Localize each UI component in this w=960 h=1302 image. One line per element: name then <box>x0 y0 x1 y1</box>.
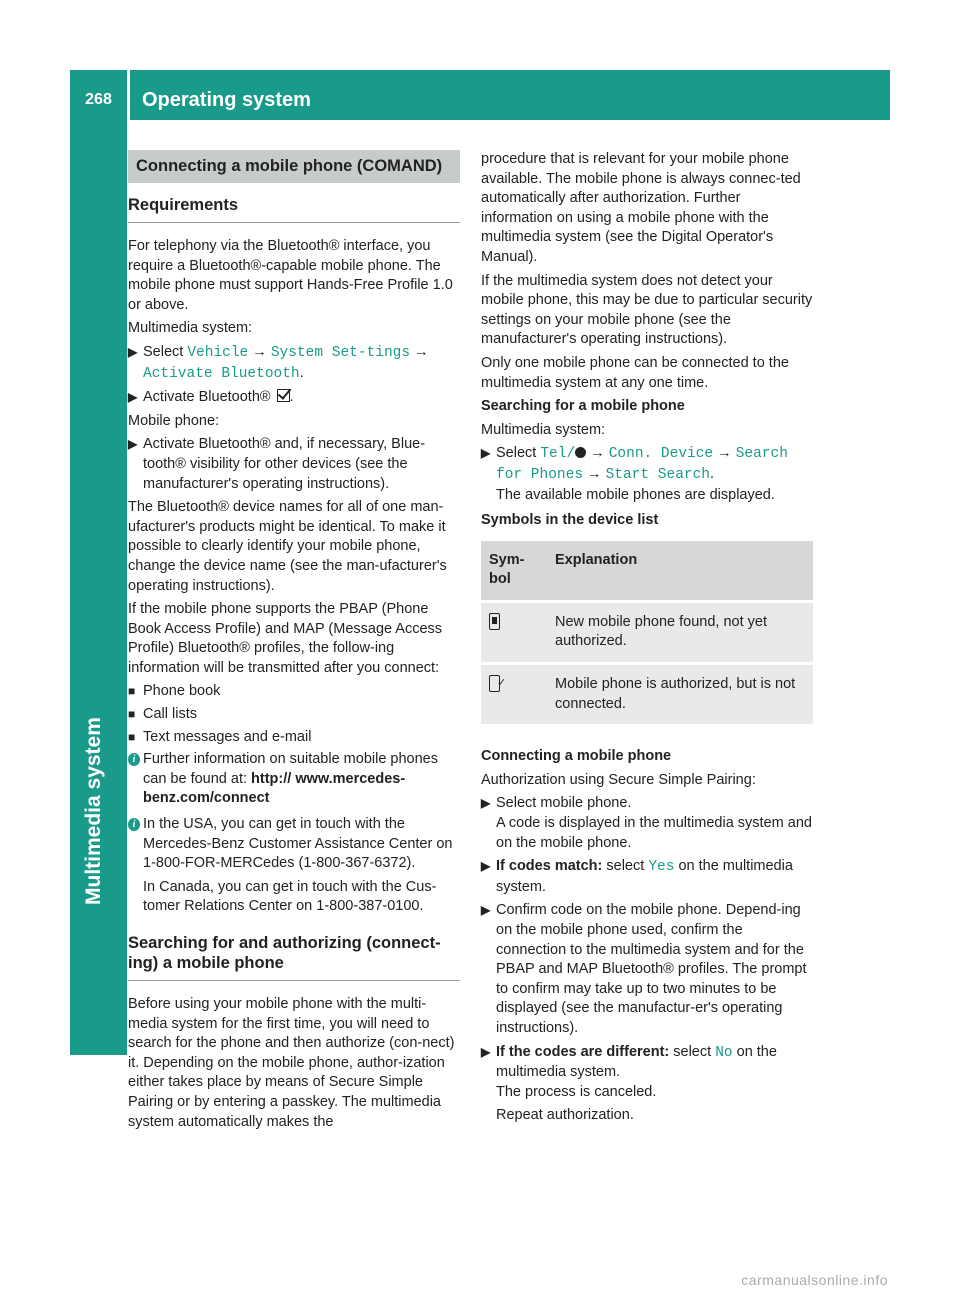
menu-no: No <box>715 1044 733 1061</box>
table-header-cell: Explanation <box>547 541 813 602</box>
menu-yes: Yes <box>648 859 675 876</box>
globe-icon <box>575 447 586 458</box>
arrow-icon: ▶ <box>481 796 491 811</box>
table-row <box>481 601 813 663</box>
header-divider <box>127 70 130 120</box>
bullet-icon: ■ <box>128 729 136 744</box>
step-activate-bluetooth: ▶ Activate Bluetooth® . <box>128 388 460 408</box>
menu-search-phones: Search for Phones <box>496 446 788 483</box>
bullet-icon: ■ <box>128 707 136 722</box>
symbols-heading: Symbols in the device list <box>481 512 659 529</box>
website-link: http:// www.mercedes-benz.com/connect <box>143 770 406 807</box>
menu-system-settings: System Set-tings <box>270 344 411 361</box>
page-title: Operating system <box>142 89 311 111</box>
search-intro-text: Before using your mobile phone with the multi-media system for the first time, you will need to search for the phone and then authorize (con-nect) it. Depending on the mobile phone, author-ization either takes place by means of Secure Simple Pairing or by entering a passkey. The multimedia system automatically makes the <box>128 996 455 1130</box>
connecting-heading: Connecting a mobile phone <box>481 748 672 765</box>
pbap-text: If the mobile phone supports the PBAP (Phone Book Access Profile) and MAP (Message Access Profile) Bluetooth® profiles, the follow-ing information will be transmitted after you connect: <box>128 601 443 676</box>
requirements-text: For telephony via the Bluetooth® interface, you require a Bluetooth®-capable mobile phone. The mobile phone must support Hands-Free Profile 1.0 or above. <box>128 238 453 313</box>
right-column <box>481 150 813 1130</box>
connect-intro: Authorization using Secure Simple Pairing: <box>481 771 756 788</box>
menu-activate-bluetooth: Activate Bluetooth <box>143 365 300 382</box>
arrow-icon: ▶ <box>481 903 491 918</box>
step-confirm-code: ▶ Confirm code on the mobile phone. Depend-ing on the mobile phone used, confirm the connection to the multimedia system and for the PBAP and MAP Bluetooth® profiles. The prompt to confirm may take up to two minutes to be displayed (see the manufactur-er's operating instructions). <box>481 902 807 1036</box>
menu-tel: Tel/ <box>540 446 576 463</box>
symbols-table <box>481 541 813 728</box>
checkbox-checked-icon <box>277 389 290 402</box>
multimedia-label: Multimedia system: <box>481 421 606 438</box>
step-codes-different: ▶ If the codes are different: select No on the multimedia system. The process is canceled. Repeat authorization. <box>481 1043 777 1124</box>
step-codes-match: ▶ If codes match: select Yes on the multimedia system. <box>481 858 793 895</box>
arrow-icon: ▶ <box>128 390 138 405</box>
list-item: ■ Phone book <box>128 682 460 702</box>
menu-start-search: Start Search <box>605 466 710 483</box>
menu-conn-device: Conn. Device <box>608 446 714 463</box>
procedure-text: procedure that is relevant for your mobile phone available. The mobile phone is always connec-ted automatically after authorization. Further information on using a mobile phone with the multimedia system (see the Digital Operator's Manual). <box>481 151 801 265</box>
arrow-icon: ▶ <box>481 859 491 874</box>
search-heading: Searching for and authorizing (connect-ing) a mobile phone <box>128 933 460 981</box>
mobile-phone-authorized-icon <box>489 675 500 692</box>
step-phone-bluetooth: ▶ Activate Bluetooth® and, if necessary, Blue-tooth® visibility for other devices (see the manufacturer's operating instructions). <box>128 436 426 492</box>
requirements-heading: Requirements <box>128 195 460 223</box>
chapter-label: Multimedia system <box>82 717 105 905</box>
chapter-sidebar <box>70 120 127 1055</box>
page-header <box>70 70 890 120</box>
detect-text: If the multimedia system does not detect your mobile phone, this may be due to particular security settings on your mobile phone (see the manufacturer's operating instructions). <box>481 272 813 348</box>
arrow-icon: ▶ <box>481 446 491 461</box>
mobile-label: Mobile phone: <box>128 412 220 429</box>
list-item: ■ Call lists <box>128 705 460 725</box>
section-title: Connecting a mobile phone (COMAND) <box>128 150 460 183</box>
one-phone-text: Only one mobile phone can be connected to the multimedia system at any one time. <box>481 354 789 391</box>
info-note-contact: i In the USA, you can get in touch with the Mercedes-Benz Customer Assistance Center on 1-800-FOR-MERCedes (1-800-367-6372). In Canada, you can get in touch with the Cus-tomer Relations Center on 1-800-387-0100. <box>128 815 460 917</box>
bullet-icon: ■ <box>128 684 136 699</box>
step-select-vehicle: ▶ Select Vehicle → System Set-tings → Activate Bluetooth. <box>128 343 429 382</box>
step-select-phone: ▶ Select mobile phone. A code is displayed in the multimedia system and on the mobile phone. <box>481 795 812 851</box>
table-cell: New mobile phone found, not yet authorized. <box>547 601 813 663</box>
arrow-icon: ▶ <box>128 344 138 359</box>
table-header-cell: Sym-bol <box>481 541 547 602</box>
info-note-website: i Further information on suitable mobile phones can be found at: http:// www.mercedes-benz.com/connect <box>128 750 460 809</box>
list-item: ■ Text messages and e-mail <box>128 728 460 748</box>
arrow-icon: ▶ <box>128 437 138 452</box>
page-number: 268 <box>85 91 112 108</box>
mobile-phone-icon <box>489 613 500 630</box>
watermark: carmanualsonline.info <box>741 1272 888 1288</box>
device-names-text: The Bluetooth® device names for all of one man-ufacturer's products might be identical. To make it possible to clearly identify your mobile phone, change the device name (see the man-ufacturer's operating instructions). <box>128 499 447 594</box>
arrow-icon: ▶ <box>481 1044 491 1059</box>
left-column <box>128 150 460 1136</box>
search-phone-heading: Searching for a mobile phone <box>481 398 685 415</box>
info-icon: i <box>128 818 140 831</box>
table-header-row <box>481 541 813 602</box>
step-search-phone: ▶ Select Tel/ → Conn. Device → Search for Phones → Start Search. The available mobile phones are displayed. <box>481 445 788 503</box>
info-icon: i <box>128 753 140 766</box>
menu-vehicle: Vehicle <box>187 344 249 361</box>
table-row <box>481 664 813 726</box>
multimedia-label: Multimedia system: <box>128 320 253 337</box>
table-cell: Mobile phone is authorized, but is not connected. <box>547 664 813 726</box>
